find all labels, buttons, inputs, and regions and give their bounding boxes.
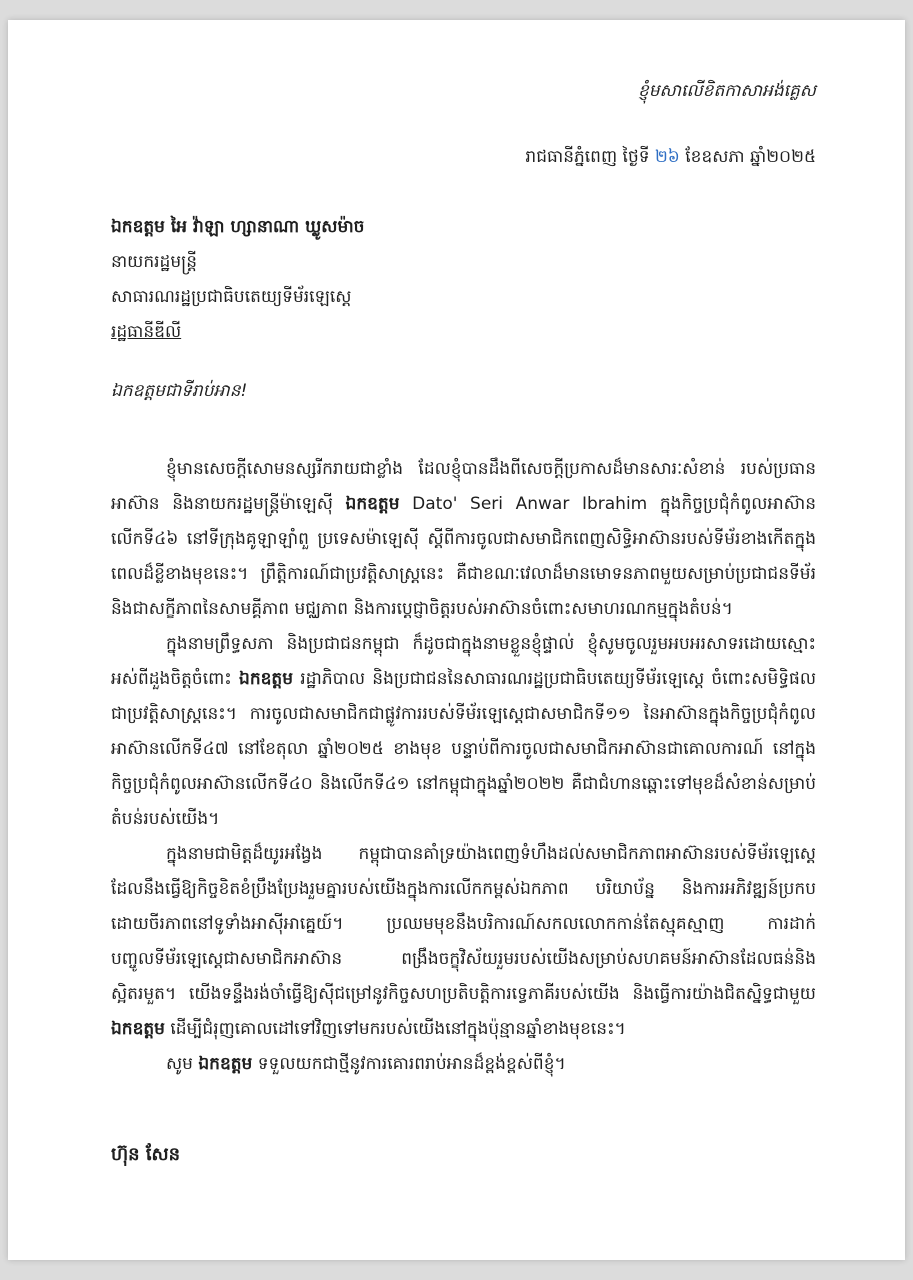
paragraph-2-text-a: ក្នុងនាមព្រឹទ្ធសភា និងប្រជាជនកម្ពុជា ក៏ដូចជាក្នុងនាមខ្លួនខ្ញុំផ្ទាល់ ខ្ញុំសូមចូលរួមអបអរសាទរដោយស្មោះអស់ពីដួងចិត្តចំពោះ (111, 634, 816, 689)
letter-body (111, 452, 816, 1082)
honorific: ឯកឧត្តម (345, 494, 400, 514)
date-day: ២៦ (654, 147, 680, 167)
salutation: ឯកឧត្តមជាទីរាប់អាន! (111, 381, 248, 401)
paragraph-1-text-a: ខ្ញុំមានសេចក្តីសោមនស្សរីករាយជាខ្លាំង ដែលខ្ញុំបានដឹងពីសេចក្តីប្រកាសដ៏មានសារៈសំខាន់ របស់ប្រធានអាស៊ាន និងនាយករដ្ឋមន្ត្រីម៉ាឡេស៊ី (111, 459, 816, 514)
paragraph-3-text-b: ដើម្បីជំរុញគោលដៅទៅវិញទៅមករបស់យើងនៅក្នុងប៉ុន្មានឆ្នាំខាងមុខនេះ។ (170, 1019, 626, 1039)
letter-page (8, 20, 905, 1260)
date-prefix: រាជធានីភ្នំពេញ ថ្ងៃទី (525, 147, 650, 167)
letter-date (525, 146, 816, 171)
honorific: ឯកឧត្តម (111, 1019, 165, 1039)
paragraph-2 (111, 627, 816, 837)
paragraph-2-text-b: រដ្ឋាភិបាល និងប្រជាជននៃសាធារណរដ្ឋប្រជាធិបតេយ្យទីម័រឡេស្តេ ចំពោះសមិទ្ធិផលជាប្រវត្តិសាស្ត្រនេះ។ ការចូលជាសមាជិកជាផ្លូវការរបស់ទីម័រឡេស្តេជាសមាជិកទី១១ នៃអាស៊ានក្នុងកិច្ចប្រជុំកំពូលអាស៊ានលើកទី៤៧ នៅខែតុលា ឆ្នាំ២០២៥ ខាងមុខ បន្ទាប់ពីការចូលជាសមាជិកអាស៊ានជាគោលការណ៍ នៅក្នុងកិច្ចប្រជុំកំពូលអាស៊ានលើកទី៤០ និងលើកទី៤១ នៅកម្ពុជាក្នុងឆ្នាំ២០២២ គឺជាជំហានឆ្ពោះទៅមុខដ៏សំខាន់សម្រាប់តំបន់របស់យើង។ (111, 669, 817, 829)
recipient-city: រដ្ឋធានីឌីលី (111, 322, 182, 342)
paragraph-4 (111, 1047, 816, 1082)
paragraph-3 (111, 837, 816, 1047)
honorific: ឯកឧត្តម (198, 1054, 253, 1074)
recipient-name: ឯកឧត្តម អៃ វ៉ាឡា ហ្សានាណា ឃ្លូសម៉ាច (111, 217, 365, 237)
recipient-title: នាយករដ្ឋមន្ត្រី (111, 252, 197, 272)
date-suffix: ខែឧសភា ឆ្នាំ២០២៥ (685, 147, 816, 167)
recipient-country: សាធារណរដ្ឋប្រជាធិបតេយ្យទីម័រឡេស្តេ (111, 287, 352, 307)
signature-name: ហ៊ុន សែន (111, 1144, 181, 1165)
paragraph-3-text-a: ក្នុងនាមជាមិត្តដ៏យូរអង្វែង កម្ពុជាបានគាំទ្រយ៉ាងពេញទំហឹងដល់សមាជិកភាពអាស៊ានរបស់ទីម័រឡេស្តេ ដែលនឹងធ្វើឱ្យកិច្ចខិតខំប្រឹងប្រែងរួមគ្នារបស់យើងក្នុងការលើកកម្ពស់ឯកភាព បរិយាប័ន្ន និងការអភិវឌ្ឍន៍ប្រកបដោយចីរភាពនៅទូទាំងអាស៊ីអាគ្នេយ៍។ ប្រឈមមុខនឹងបរិការណ៍សកលលោកកាន់តែស្មុគស្មាញ ការដាក់បញ្ចូលទីម័រឡេស្តេជាសមាជិកអាស៊ាន ពង្រឹងចក្ខុវិស័យរួមរបស់យើងសម្រាប់សហគមន៍អាស៊ានដែលធន់និងស្អិតរមួត។ យើងទន្ទឹងរង់ចាំធ្វើឱ្យស៊ីជម្រៅនូវកិច្ចសហប្រតិបត្តិការទ្វេភាគីរបស់យើង និងធ្វើការយ៉ាងជិតស្និទ្ធជាមួយ (111, 844, 816, 1004)
paragraph-4-text-a: សូម (166, 1054, 193, 1074)
honorific: ឯកឧត្តម (239, 669, 294, 689)
recipient-block (111, 210, 364, 350)
translation-note: ខ្ញុំមសាលើខិតកាសាអង់គ្លេស (637, 81, 816, 101)
paragraph-1 (111, 452, 816, 627)
paragraph-1-text-b: Dato' Seri Anwar Ibrahim ក្នុងកិច្ចប្រជុំកំពូលអាស៊ានលើកទី៤៦ នៅទីក្រុងគូឡាឡាំពួ ប្រទេសម៉ាឡេស៊ី ស្តីពីការចូលជាសមាជិកពេញសិទ្ធិអាស៊ានរបស់ទីម័រខាងកើតក្នុងពេលដ៏ខ្លីខាងមុខនេះ។ ព្រឹត្តិការណ៍ជាប្រវត្តិសាស្ត្រនេះ គឺជាខណៈវេលាដ៏មានមោទនភាពមួយសម្រាប់ប្រជាជនទីម័រ និងជាសក្ខីភាពនៃសាមគ្គីភាព មជ្ឈភាព និងការប្តេជ្ញាចិត្តរបស់អាស៊ានចំពោះសមាហរណកម្មក្នុងតំបន់។ (111, 494, 817, 619)
paragraph-4-text-b: ទទួលយកជាថ្មីនូវការគោរពរាប់អានដ៏ខ្ពង់ខ្ពស់ពីខ្ញុំ។ (257, 1054, 566, 1074)
